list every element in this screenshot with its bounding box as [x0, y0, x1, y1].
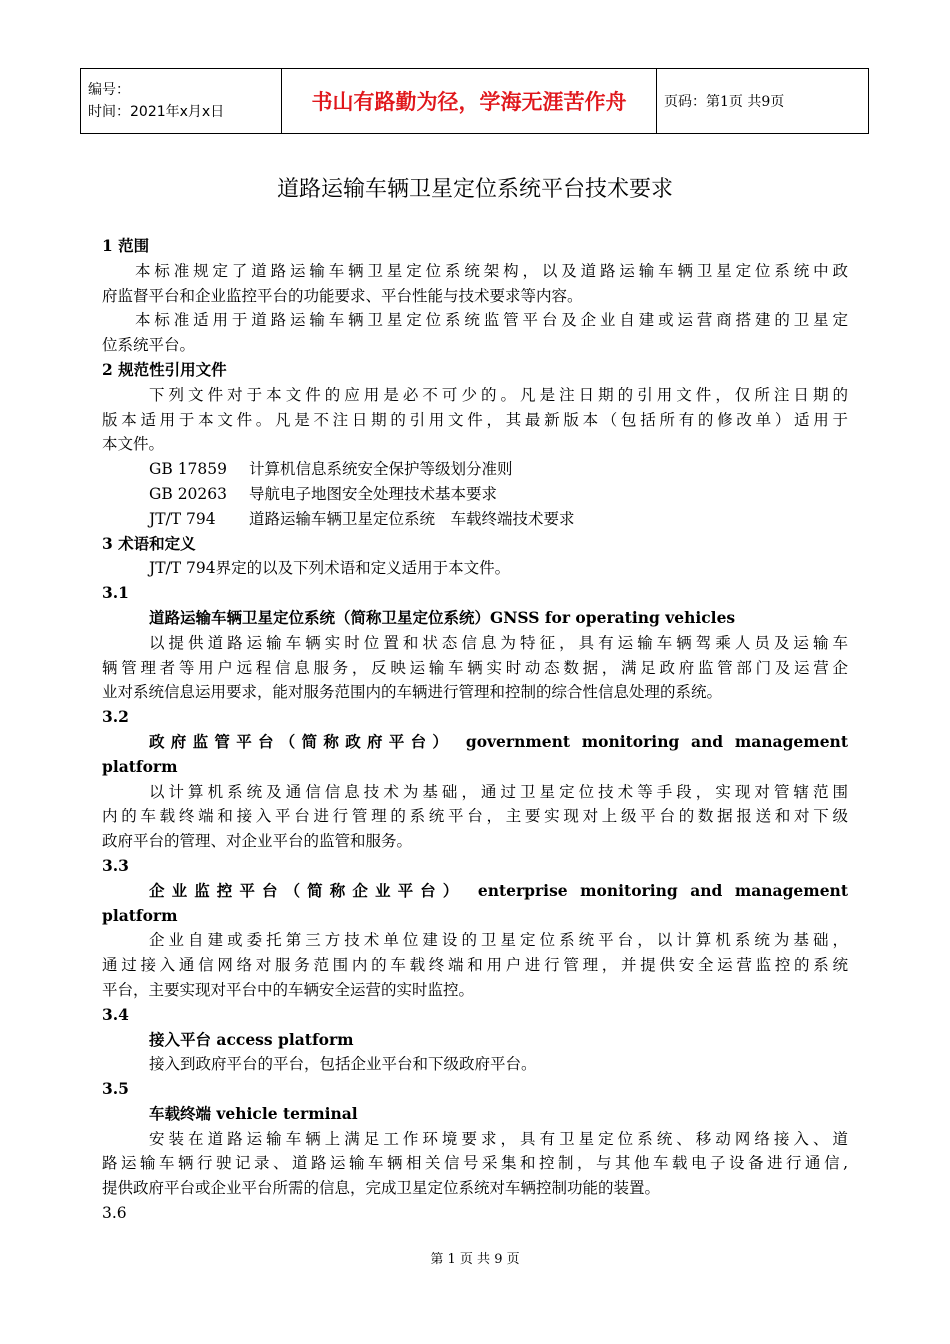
term-title: 接入平台 access platform: [149, 1029, 354, 1049]
header-meta: [81, 69, 282, 134]
term-number: 3.2: [102, 707, 129, 727]
term-number: 3.3: [102, 855, 129, 875]
term-number: 3.4: [102, 1004, 129, 1024]
paragraph-line: 路运输车辆行驶记录、道路运输车辆相关信号采集和控制，与其他车载电子设备进行通信,: [102, 1154, 848, 1173]
reference-item: [102, 457, 848, 482]
paragraph-line: 本文件。: [102, 435, 165, 454]
header-table: [80, 68, 869, 134]
term-title: platform: [102, 756, 178, 776]
document-body: [102, 234, 848, 1226]
document-title: 道路运输车辆卫星定位系统平台技术要求: [276, 177, 673, 202]
reference-code: GB 20263: [149, 484, 228, 503]
reference-title: 道路运输车辆卫星定位系统 车载终端技术要求: [249, 509, 575, 528]
term-number: 3.1: [102, 583, 129, 603]
paragraph-line: 本标准适用于道路运输车辆卫星定位系统监管平台及企业自建或运营商搭建的卫星定: [135, 311, 848, 330]
term-title: 政府监管平台（简称政府平台） government monitoring and management: [149, 731, 848, 751]
paragraph-line: 以提供道路运输车辆实时位置和状态信息为特征，具有运输车辆驾乘人员及运输车: [149, 633, 848, 652]
section-heading: 3 术语和定义: [102, 533, 196, 553]
reference-item: [102, 507, 848, 532]
paragraph-line: 业对系统信息运用要求，能对服务范围内的车辆进行管理和控制的综合性信息处理的系统。: [102, 683, 723, 702]
paragraph-line: 内的车载终端和接入平台进行管理的系统平台，主要实现对上级平台的数据报送和对下级: [102, 807, 848, 826]
section-heading: 1 范围: [102, 236, 150, 255]
paragraph-line: 企业自建或委托第三方技术单位建设的卫星定位系统平台，以计算机系统为基础，: [149, 931, 848, 950]
paragraph-line: 接入到政府平台的平台，包括企业平台和下级政府平台。: [149, 1055, 537, 1074]
paragraph-line: 提供政府平台或企业平台所需的信息，完成卫星定位系统对车辆控制功能的装置。: [102, 1179, 661, 1198]
reference-code: JT/T 794: [149, 509, 216, 528]
paragraph-line: 平台，主要实现对平台中的车辆安全运营的实时监控。: [102, 980, 475, 999]
document-time-label: 时间：2021年x月x日: [88, 104, 225, 120]
term-title: 车载终端 vehicle terminal: [149, 1103, 358, 1123]
paragraph-line: 版本适用于本文件。凡是不注日期的引用文件，其最新版本（包括所有的修改单）适用于: [102, 410, 848, 429]
term-title: 企业监控平台（简称企业平台） enterprise monitoring and management: [149, 880, 848, 900]
section-heading: 2 规范性引用文件: [102, 359, 227, 379]
reference-code: GB 17859: [149, 460, 228, 479]
paragraph-line: 通过接入通信网络对服务范围内的车载终端和用户进行管理，并提供安全运营监控的系统: [102, 956, 848, 975]
term-title: 道路运输车辆卫星定位系统（简称卫星定位系统）GNSS for operating vehicles: [149, 607, 736, 627]
paragraph-line: JT/T 794界定的以及下列术语和定义适用于本文件。: [149, 559, 511, 578]
paragraph-line: 本标准规定了道路运输车辆卫星定位系统架构，以及道路运输车辆卫星定位系统中政: [135, 261, 848, 280]
header-motto: 书山有路勤为径，学海无涯苦作舟: [282, 69, 657, 134]
header-page-info: 页码：第1页 共9页: [657, 69, 869, 134]
page-footer: 第 1 页 共 9 页: [430, 1252, 520, 1267]
paragraph-line: 下列文件对于本文件的应用是必不可少的。凡是注日期的引用文件，仅所注日期的: [149, 385, 848, 404]
reference-item: [102, 482, 848, 507]
paragraph-line: 政府平台的管理、对企业平台的监管和服务。: [102, 832, 413, 851]
reference-title: 计算机信息系统安全保护等级划分准则: [249, 460, 513, 479]
paragraph-line: 位系统平台。: [102, 336, 196, 355]
paragraph-line: 府监督平台和企业监控平台的功能要求、平台性能与技术要求等内容。: [102, 286, 583, 305]
document-number-label: 编号：: [88, 82, 130, 98]
term-title: platform: [102, 905, 178, 925]
term-number: 3.6: [102, 1204, 127, 1223]
paragraph-line: 以计算机系统及通信信息技术为基础，通过卫星定位技术等手段，实现对管辖范围: [149, 782, 848, 801]
term-number: 3.5: [102, 1079, 129, 1099]
reference-title: 导航电子地图安全处理技术基本要求: [249, 484, 498, 503]
paragraph-line: 安装在道路运输车辆上满足工作环境要求，具有卫星定位系统、移动网络接入、道: [149, 1129, 848, 1148]
paragraph-line: 辆管理者等用户远程信息服务，反映运输车辆实时动态数据，满足政府监管部门及运营企: [102, 658, 848, 677]
